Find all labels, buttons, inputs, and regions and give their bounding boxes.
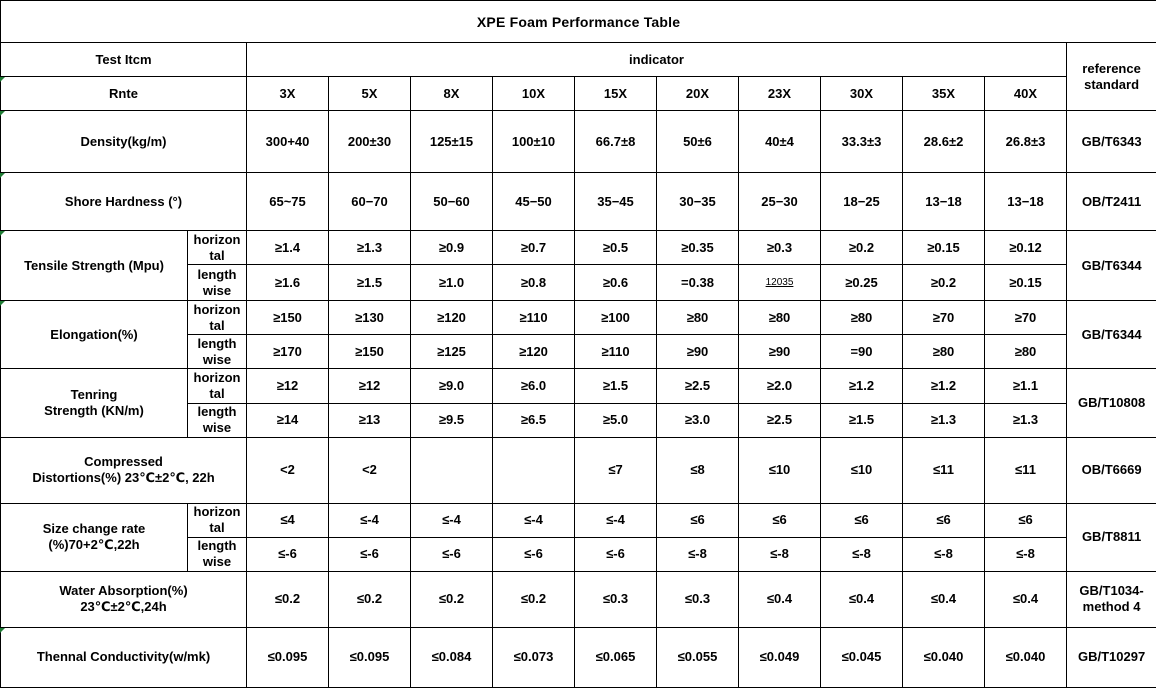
value-cell: ≥100 [575, 301, 657, 335]
value-cell: ≤-6 [575, 537, 657, 571]
direction-lengthwise: length wise [188, 265, 247, 301]
rate-cell: 35X [903, 77, 985, 111]
value-cell: ≤0.2 [411, 571, 493, 627]
value-cell: ≥9.5 [411, 403, 493, 437]
value-cell: ≥110 [493, 301, 575, 335]
value-cell: ≤7 [575, 437, 657, 503]
value-cell: 13−18 [985, 173, 1067, 231]
value-cell: 33.3±3 [821, 111, 903, 173]
rate-cell: 10X [493, 77, 575, 111]
param-size-change-rate [1, 503, 188, 571]
value-cell: 18−25 [821, 173, 903, 231]
value-cell: ≥150 [247, 301, 329, 335]
param-line: Distortions(%) 23℃±2℃, 22h [32, 470, 215, 486]
value-cell: ≤-6 [493, 537, 575, 571]
table-row [1, 231, 1156, 265]
value-cell: 65~75 [247, 173, 329, 231]
value-cell: ≥0.25 [821, 265, 903, 301]
value-cell: ≥0.12 [985, 231, 1067, 265]
comment-marker-icon [0, 77, 5, 82]
value-cell: ≥14 [247, 403, 329, 437]
table-row [1, 369, 1156, 403]
value-cell: ≤6 [985, 503, 1067, 537]
value-cell: ≤-8 [821, 537, 903, 571]
value-cell-small [739, 265, 821, 301]
table-row [1, 503, 1156, 537]
value-cell: <2 [329, 437, 411, 503]
direction-horizontal: horizon tal [188, 369, 247, 403]
value-cell: ≤-8 [985, 537, 1067, 571]
value-cell: ≥0.5 [575, 231, 657, 265]
value-cell: ≤-8 [739, 537, 821, 571]
value-cell: ≤0.2 [247, 571, 329, 627]
value-cell: ≥1.4 [247, 231, 329, 265]
small-value-text: 12035 [765, 276, 794, 288]
comment-marker-icon [0, 173, 5, 178]
value-cell: 100±10 [493, 111, 575, 173]
value-cell: ≥0.9 [411, 231, 493, 265]
value-cell: ≥13 [329, 403, 411, 437]
value-cell: ≥150 [329, 335, 411, 369]
value-cell: ≥1.5 [821, 403, 903, 437]
value-cell: ≤0.055 [657, 627, 739, 687]
table-row [1, 627, 1156, 687]
value-cell: =0.38 [657, 265, 739, 301]
table-row [1, 571, 1156, 627]
direction-horizontal: horizon tal [188, 503, 247, 537]
value-cell: ≥2.5 [739, 403, 821, 437]
value-cell: 66.7±8 [575, 111, 657, 173]
param-elongation: Elongation(%) [1, 301, 188, 369]
value-cell: ≥80 [985, 335, 1067, 369]
value-cell: ≥90 [657, 335, 739, 369]
value-cell: 13−18 [903, 173, 985, 231]
standard-cell: GB/T10808 [1067, 369, 1156, 437]
value-cell: ≤0.065 [575, 627, 657, 687]
value-cell: ≥1.5 [575, 369, 657, 403]
rate-cell: 40X [985, 77, 1067, 111]
value-cell: ≥0.2 [903, 265, 985, 301]
value-cell: ≥120 [411, 301, 493, 335]
value-cell: ≤0.4 [821, 571, 903, 627]
value-cell: ≥1.3 [985, 403, 1067, 437]
value-cell: ≤4 [247, 503, 329, 537]
value-cell: ≥12 [247, 369, 329, 403]
value-cell: ≥1.0 [411, 265, 493, 301]
value-cell: ≥90 [739, 335, 821, 369]
value-cell: ≥125 [411, 335, 493, 369]
value-cell: ≤0.2 [329, 571, 411, 627]
value-cell: ≥12 [329, 369, 411, 403]
value-cell: ≤0.040 [985, 627, 1067, 687]
value-cell: ≥80 [903, 335, 985, 369]
rate-cell: 8X [411, 77, 493, 111]
value-cell: ≥80 [739, 301, 821, 335]
rate-cell: 30X [821, 77, 903, 111]
param-thermal-conductivity: Thennal Conductivity(w/mk) [1, 627, 247, 687]
value-cell: ≥170 [247, 335, 329, 369]
value-cell: ≤11 [903, 437, 985, 503]
value-cell: ≥2.5 [657, 369, 739, 403]
value-cell: ≤11 [985, 437, 1067, 503]
standard-line: method 4 [1082, 599, 1141, 615]
param-water-absorption [1, 571, 247, 627]
value-cell: ≤6 [821, 503, 903, 537]
value-cell: ≥1.1 [985, 369, 1067, 403]
value-cell: 30−35 [657, 173, 739, 231]
value-cell: ≤6 [657, 503, 739, 537]
value-cell: ≤-4 [329, 503, 411, 537]
header-test-item: Test Itcm [1, 43, 247, 77]
value-cell: ≤0.040 [903, 627, 985, 687]
rate-cell: 20X [657, 77, 739, 111]
value-cell: ≥0.8 [493, 265, 575, 301]
value-cell: ≤0.3 [575, 571, 657, 627]
value-cell: ≤10 [739, 437, 821, 503]
value-cell: ≤0.084 [411, 627, 493, 687]
value-cell: ≥0.6 [575, 265, 657, 301]
value-cell: 200±30 [329, 111, 411, 173]
value-cell: ≤0.095 [329, 627, 411, 687]
value-cell: ≥110 [575, 335, 657, 369]
standard-cell: GB/T8811 [1067, 503, 1156, 571]
value-cell: ≥6.5 [493, 403, 575, 437]
value-cell: <2 [247, 437, 329, 503]
value-cell: ≥5.0 [575, 403, 657, 437]
value-cell: ≥9.0 [411, 369, 493, 403]
value-cell: ≥1.2 [821, 369, 903, 403]
table-row [1, 301, 1156, 335]
value-cell: ≥3.0 [657, 403, 739, 437]
value-cell: ≥80 [657, 301, 739, 335]
value-cell: ≤0.2 [493, 571, 575, 627]
value-cell: ≥6.0 [493, 369, 575, 403]
standard-cell: GB/T6343 [1067, 111, 1156, 173]
value-cell: ≤0.095 [247, 627, 329, 687]
value-cell: ≤-6 [329, 537, 411, 571]
value-cell: ≥1.2 [903, 369, 985, 403]
value-cell: ≤0.073 [493, 627, 575, 687]
param-line: (%)70+2℃,22h [48, 537, 140, 553]
header-reference-standard: reference standard [1067, 43, 1156, 111]
table-row [1, 437, 1156, 503]
value-cell: =90 [821, 335, 903, 369]
standard-cell: OB/T2411 [1067, 173, 1156, 231]
value-cell: ≥2.0 [739, 369, 821, 403]
value-cell: ≤-4 [493, 503, 575, 537]
value-cell: ≤-6 [247, 537, 329, 571]
rate-cell: 5X [329, 77, 411, 111]
param-line: Strength (KN/m) [44, 403, 144, 419]
value-cell: 60−70 [329, 173, 411, 231]
value-cell [493, 437, 575, 503]
standard-cell: GB/T6344 [1067, 231, 1156, 301]
value-cell: ≥0.7 [493, 231, 575, 265]
value-cell: ≥1.6 [247, 265, 329, 301]
standard-cell: GB/T10297 [1067, 627, 1156, 687]
value-cell [411, 437, 493, 503]
table-title: XPE Foam Performance Table [1, 1, 1156, 43]
value-cell: ≥0.35 [657, 231, 739, 265]
direction-horizontal: horizon tal [188, 301, 247, 335]
param-line: Water Absorption(%) [59, 583, 188, 599]
value-cell: ≤-4 [411, 503, 493, 537]
value-cell: ≤0.049 [739, 627, 821, 687]
value-cell: ≤0.4 [739, 571, 821, 627]
value-cell: ≥1.3 [903, 403, 985, 437]
value-cell: ≤0.3 [657, 571, 739, 627]
value-cell: ≥0.15 [985, 265, 1067, 301]
value-cell: ≤10 [821, 437, 903, 503]
value-cell: ≤-8 [903, 537, 985, 571]
param-line: Compressed [84, 454, 163, 470]
value-cell: ≤-4 [575, 503, 657, 537]
value-cell: 50±6 [657, 111, 739, 173]
value-cell: 25−30 [739, 173, 821, 231]
standard-cell: GB/T6344 [1067, 301, 1156, 369]
value-cell: ≤0.4 [985, 571, 1067, 627]
value-cell: ≥70 [903, 301, 985, 335]
standard-line: GB/T1034- [1079, 583, 1144, 599]
value-cell: 45−50 [493, 173, 575, 231]
header-indicator: indicator [247, 43, 1067, 77]
table-row [1, 173, 1156, 231]
value-cell: ≥0.3 [739, 231, 821, 265]
value-cell: ≥0.2 [821, 231, 903, 265]
param-compressed-distortion [1, 437, 247, 503]
standard-cell [1067, 571, 1156, 627]
value-cell: ≤-6 [411, 537, 493, 571]
value-cell: 28.6±2 [903, 111, 985, 173]
rate-cell: 15X [575, 77, 657, 111]
value-cell: 125±15 [411, 111, 493, 173]
param-line: Size change rate [42, 521, 146, 537]
value-cell: ≥130 [329, 301, 411, 335]
rate-cell: 23X [739, 77, 821, 111]
value-cell: 300+40 [247, 111, 329, 173]
comment-marker-icon [0, 231, 5, 236]
direction-lengthwise: length wise [188, 537, 247, 571]
value-cell: ≥80 [821, 301, 903, 335]
comment-marker-icon [0, 301, 5, 306]
direction-lengthwise: length wise [188, 403, 247, 437]
value-cell: ≤6 [903, 503, 985, 537]
value-cell: ≤6 [739, 503, 821, 537]
value-cell: ≤-8 [657, 537, 739, 571]
value-cell: ≥70 [985, 301, 1067, 335]
direction-horizontal: horizon tal [188, 231, 247, 265]
header-rate-label: Rnte [1, 77, 247, 111]
param-line: Tenring [70, 387, 118, 403]
value-cell: 50−60 [411, 173, 493, 231]
param-tearing-strength [1, 369, 188, 437]
comment-marker-icon [0, 628, 5, 633]
comment-marker-icon [0, 111, 5, 116]
value-cell: ≤0.4 [903, 571, 985, 627]
standard-cell: OB/T6669 [1067, 437, 1156, 503]
value-cell: 35−45 [575, 173, 657, 231]
value-cell: ≥120 [493, 335, 575, 369]
rate-cell: 3X [247, 77, 329, 111]
table-row [1, 111, 1156, 173]
param-density: Density(kg/m) [1, 111, 247, 173]
param-tensile-strength: Tensile Strength (Mpu) [1, 231, 188, 301]
value-cell: 40±4 [739, 111, 821, 173]
value-cell: ≥1.3 [329, 231, 411, 265]
value-cell: ≥1.5 [329, 265, 411, 301]
param-shore-hardness: Shore Hardness (°) [1, 173, 247, 231]
value-cell: ≥0.15 [903, 231, 985, 265]
value-cell: ≤8 [657, 437, 739, 503]
value-cell: 26.8±3 [985, 111, 1067, 173]
param-line: 23℃±2℃,24h [80, 599, 167, 615]
value-cell: ≤0.045 [821, 627, 903, 687]
direction-lengthwise: length wise [188, 335, 247, 369]
